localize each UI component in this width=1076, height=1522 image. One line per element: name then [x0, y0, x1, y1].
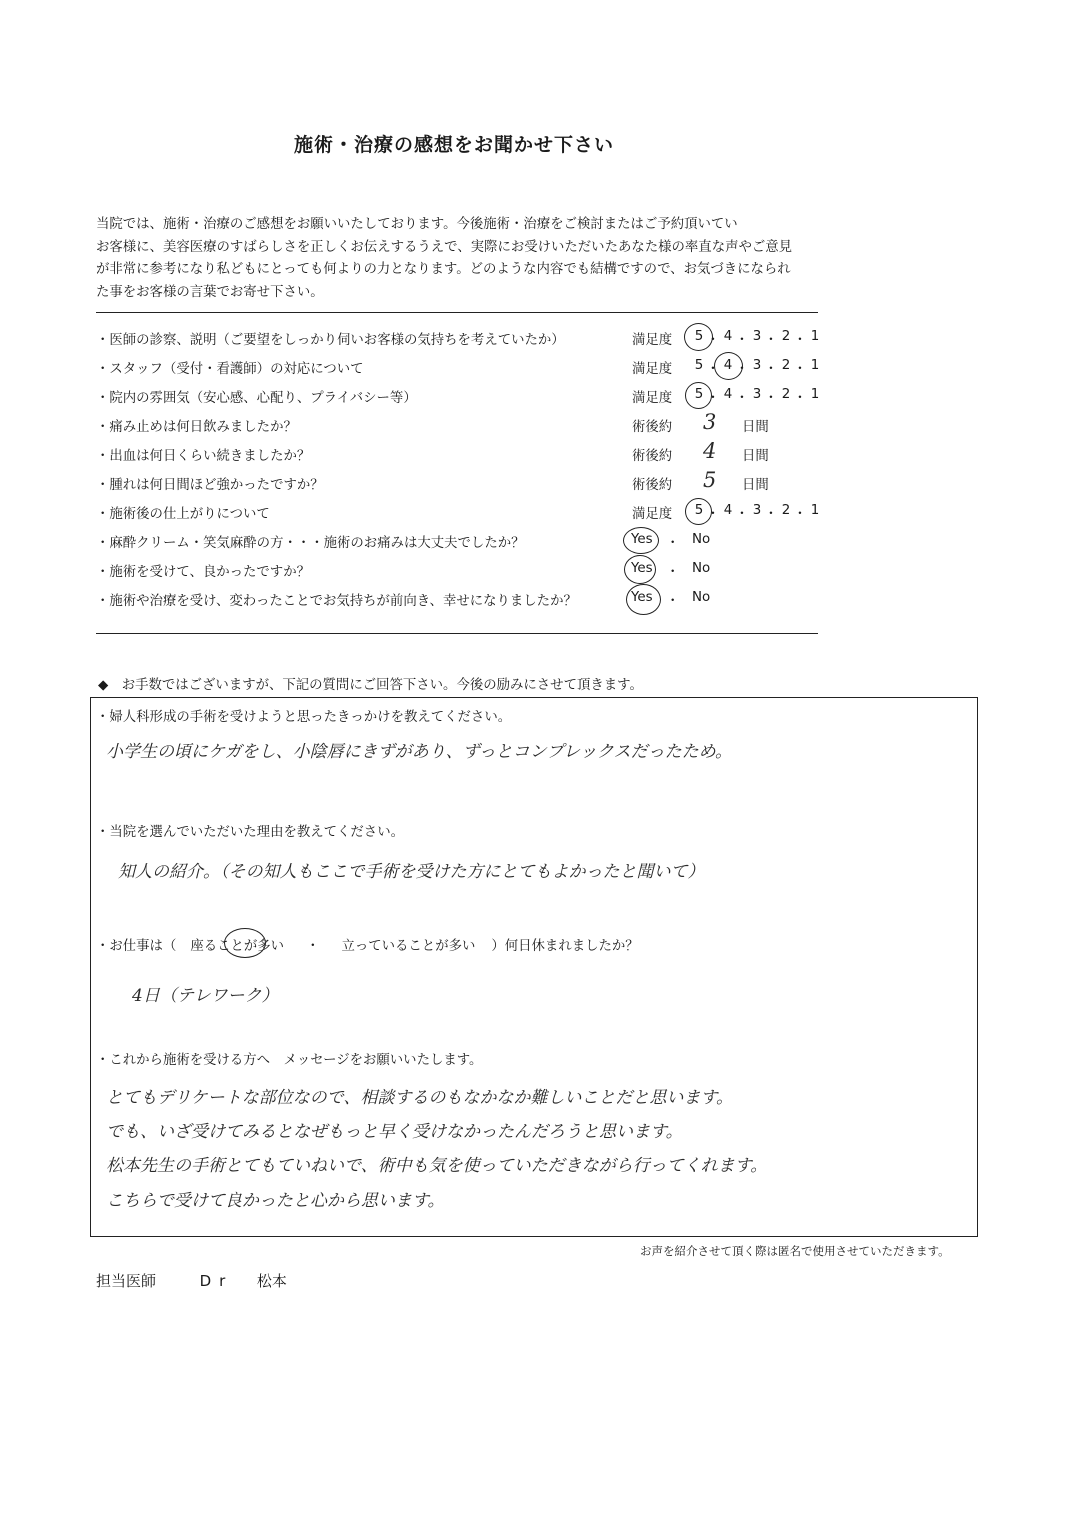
selected-work-circle [224, 928, 266, 958]
selected-yes-circle [626, 584, 661, 615]
rating-sep: ・ [706, 391, 720, 406]
question-row [96, 468, 836, 503]
rating-5: 5 [694, 503, 704, 518]
question-label: ・施術後の仕上がりについて [96, 507, 270, 522]
rating-4: 4 [723, 358, 733, 373]
rating-1: 1 [810, 503, 820, 518]
rating-2: 2 [781, 503, 791, 518]
divider-bottom [96, 633, 818, 634]
question-kind: 術後約 [632, 420, 673, 435]
handwritten-answer-line: とてもデリケートな部位なので、相談するのもなかなか難しいことだと思います。 [106, 1088, 733, 1108]
rating-3: 3 [752, 358, 762, 373]
doctor-line [96, 1270, 287, 1291]
open-question-label: ・当院を選んでいただいた理由を教えてください。 [96, 825, 404, 840]
question-label: ・院内の雰囲気（安心感、心配り、プライバシー等） [96, 391, 417, 406]
question-label: ・痛み止めは何日飲みましたか？ [96, 420, 297, 435]
intro-text: 当院では、施術・治療のご感想をお願いいたしております。今後施術・治療をご検討またはご予約頂いてい お客様に、美容医療のすばらしさを正しくお伝えするうえで、実際にお受けいただいたあなた様の率直な声やご意見 が非常に参考になり私どもにとっても何よりの力となります。どのような内容でも結構ですので、お気づきになられ た事をお客様の言葉でお寄せ下さい。 [96, 217, 793, 300]
notice-text: ◆ お手数ではございますが、下記の質問にご回答下さい。今後の励みにさせて頂きます。 [98, 678, 643, 693]
selected-yes-circle [623, 527, 659, 554]
work-option-sitting: 座ることが多い [190, 939, 285, 954]
rating-sep: ・ [706, 362, 720, 377]
rating-sep: ・ [735, 333, 749, 348]
rating-sep: ・ [735, 391, 749, 406]
no-option: No [692, 532, 711, 547]
question-label: ・スタッフ（受付・看護師）の対応について [96, 362, 364, 377]
rating-sep: ・ [764, 333, 778, 348]
question-row [96, 439, 836, 474]
days-answer: 5 [703, 468, 717, 492]
rating-1: 1 [810, 329, 820, 344]
question-row [96, 503, 836, 532]
rating-sep: ・ [706, 333, 720, 348]
handwritten-answer-line: 松本先生の手術とてもていねいで、術中も気を使っていただきながら行ってくれます。 [106, 1156, 768, 1176]
question-label: ・施術や治療を受け、変わったことでお気持ちが前向き、幸せになりましたか？ [96, 594, 577, 609]
selected-yes-circle [624, 555, 656, 584]
anonymity-note: お声を紹介させて頂く際は匿名で使用させていただきます。 [640, 1244, 950, 1258]
question-row [96, 358, 836, 387]
rating-3: 3 [752, 387, 762, 402]
rating-5: 5 [694, 387, 704, 402]
question-kind: 満足度 [632, 391, 673, 406]
rating-4: 4 [723, 329, 733, 344]
work-option-sep: ・ [306, 939, 320, 954]
question-kind: 満足度 [632, 362, 673, 377]
handwritten-answer: 4日（テレワーク） [132, 986, 279, 1006]
selected-rating-circle [685, 382, 712, 409]
rating-2: 2 [781, 387, 791, 402]
divider-top [96, 312, 818, 313]
question-label: ・腫れは何日間ほど強かったですか？ [96, 478, 324, 493]
rating-2: 2 [781, 358, 791, 373]
selected-rating-circle [684, 323, 713, 351]
question-row [96, 532, 836, 561]
rating-3: 3 [752, 503, 762, 518]
handwritten-answer: 知人の紹介。（その知人もここで手術を受けた方にとてもよかったと聞いて） [118, 862, 705, 882]
rating-sep: ・ [735, 507, 749, 522]
rating-5: 5 [694, 329, 704, 344]
question-row [96, 590, 836, 619]
question-label: ・医師の診察、説明（ご要望をしっかり伺いお客様の気持ちを考えていたか） [96, 333, 565, 348]
handwritten-answer-line: こちらで受けて良かったと心から思います。 [106, 1191, 445, 1211]
handwritten-answer-line: でも、いざ受けてみるとなぜもっと早く受けなかったんだろうと思います。 [106, 1122, 683, 1142]
question-row [96, 387, 836, 416]
rating-sep: ・ [764, 391, 778, 406]
rating-5: 5 [694, 358, 704, 373]
rating-sep: ・ [764, 507, 778, 522]
days-answer: 3 [703, 410, 717, 434]
rating-sep: ・ [793, 507, 807, 522]
rating-sep: ・ [706, 507, 720, 522]
open-question-label: ・これから施術を受ける方へ メッセージをお願いいたします。 [96, 1053, 483, 1068]
rating-2: 2 [781, 329, 791, 344]
rating-4: 4 [723, 387, 733, 402]
rating-3: 3 [752, 329, 762, 344]
rating-sep: ・ [735, 362, 749, 377]
option-sep: ・ [666, 536, 680, 551]
rating-1: 1 [810, 387, 820, 402]
no-option: No [692, 561, 711, 576]
doctor-prefix: Dr [199, 1272, 234, 1290]
page-title: 施術・治療の感想をお聞かせ下さい [293, 134, 614, 156]
option-sep: ・ [666, 594, 680, 609]
days-unit: 日間 [742, 420, 769, 435]
doctor-name: 松本 [256, 1272, 287, 1290]
work-question-prefix: ・お仕事は（ [96, 939, 177, 954]
rating-sep: ・ [793, 333, 807, 348]
days-unit: 日間 [742, 449, 769, 464]
rating-sep: ・ [793, 362, 807, 377]
doctor-label: 担当医師 [96, 1272, 157, 1290]
question-label: ・施術を受けて、良かったですか？ [96, 565, 310, 580]
yes-option: Yes [631, 561, 653, 576]
days-unit: 日間 [742, 478, 769, 493]
open-question-label: ・婦人科形成の手術を受けようと思ったきっかけを教えてください。 [96, 710, 512, 725]
rating-1: 1 [810, 358, 820, 373]
question-kind: 術後約 [632, 449, 673, 464]
work-option-standing: 立っていることが多い [341, 939, 476, 954]
yes-option: Yes [631, 532, 653, 547]
question-label: ・麻酔クリーム・笑気麻酔の方・・・施術のお痛みは大丈夫でしたか？ [96, 536, 525, 551]
no-option: No [692, 590, 711, 605]
rating-sep: ・ [764, 362, 778, 377]
days-answer: 4 [703, 439, 717, 463]
question-row [96, 561, 836, 590]
handwritten-answer: 小学生の頃にケガをし、小陰唇にきずがあり、ずっとコンプレックスだったため。 [106, 742, 732, 762]
selected-rating-circle [714, 352, 743, 380]
option-sep: ・ [666, 565, 680, 580]
question-row [96, 410, 836, 445]
question-kind: 満足度 [632, 507, 673, 522]
rating-sep: ・ [793, 391, 807, 406]
open-question-label [96, 935, 639, 954]
question-label: ・出血は何日くらい続きましたか？ [96, 449, 311, 464]
rating-4: 4 [723, 503, 733, 518]
work-question-suffix: ）何日休まれましたか？ [491, 939, 639, 954]
question-kind: 術後約 [632, 478, 673, 493]
question-kind: 満足度 [632, 333, 673, 348]
yes-option: Yes [631, 590, 653, 605]
selected-rating-circle [685, 498, 712, 525]
